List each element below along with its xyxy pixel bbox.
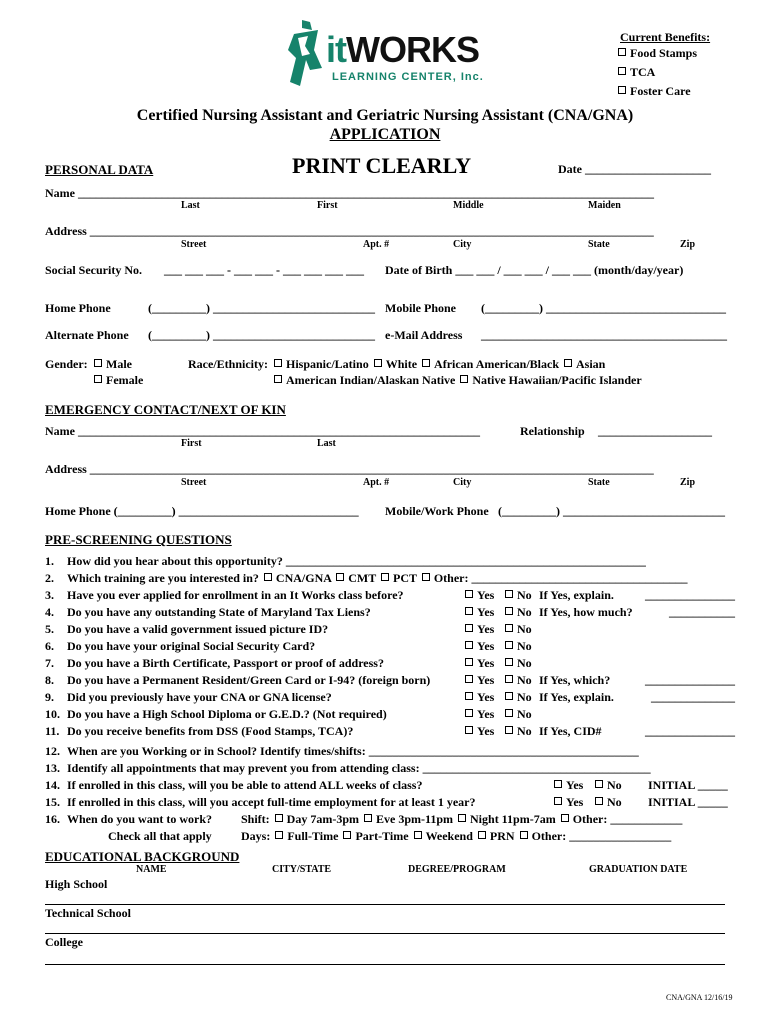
question-13-text[interactable]: Identify all appointments that may prevent you from attending class: ______________________________________ [67, 761, 651, 775]
q15-initial[interactable]: INITIAL _____ [648, 795, 728, 809]
checkbox-icon [465, 641, 473, 649]
benefit-foster-care[interactable]: Foster Care [616, 84, 691, 99]
yes-no-question-row [45, 707, 735, 724]
days-part-time[interactable]: Part-Time [341, 829, 408, 843]
gender-female[interactable]: Female [92, 373, 143, 388]
home-phone-label: Home Phone [45, 301, 111, 315]
gender-label: Gender: [45, 357, 88, 371]
question-15: 15. If enrolled in this class, will you accept full-time employment for at least 1 year? [45, 795, 476, 809]
q15-no[interactable]: No [593, 795, 622, 810]
relationship-label: Relationship [520, 424, 585, 438]
no-checkbox[interactable]: No [503, 588, 532, 603]
checkbox-icon [478, 831, 486, 839]
question-number: 4. [45, 605, 54, 619]
follow-up-field[interactable]: ___________ [669, 605, 735, 619]
no-checkbox[interactable]: No [503, 639, 532, 654]
name-sub-middle: Middle [453, 200, 484, 211]
address-sub-city: City [453, 239, 472, 250]
current-benefits-heading: Current Benefits: [620, 30, 711, 44]
follow-up-label: If Yes, which? [539, 673, 611, 687]
checkbox-icon [465, 709, 473, 717]
benefit-tca[interactable]: TCA [616, 65, 655, 80]
race-row1 [272, 357, 605, 372]
emergency-name-field[interactable]: Name ___________________________________________________________________ [45, 424, 480, 438]
question-1: 1. How did you hear about this opportunity? ____________________________________________________________ [45, 554, 646, 568]
name-sub-maiden: Maiden [588, 200, 621, 211]
days-full-time[interactable]: Full-Time [273, 829, 338, 843]
checkbox-icon [465, 692, 473, 700]
follow-up-field[interactable]: _______________ [645, 588, 735, 602]
no-checkbox[interactable]: No [503, 656, 532, 671]
race-white[interactable]: White [372, 357, 417, 371]
option-pct[interactable]: PCT [379, 571, 417, 585]
race-row2 [272, 373, 642, 388]
q14-initial[interactable]: INITIAL _____ [648, 778, 728, 792]
follow-up-field[interactable]: _______________ [645, 673, 735, 687]
yes-checkbox[interactable]: Yes [463, 605, 494, 620]
option-cmt[interactable]: CMT [334, 571, 376, 585]
edu-col-graduation: GRADUATION DATE [589, 864, 688, 875]
question-text: Do you have a valid government issued picture ID? [67, 622, 329, 636]
checkbox-icon [505, 726, 513, 734]
name-sub-last: Last [181, 200, 200, 211]
days-other[interactable]: Other: [518, 829, 567, 843]
checkbox-icon [465, 675, 473, 683]
yes-no-question-row [45, 605, 735, 622]
yes-no-question-row [45, 639, 735, 656]
form-subtitle: APPLICATION [329, 126, 441, 143]
shift-other[interactable]: Other: [559, 812, 608, 826]
checkbox-icon [422, 359, 430, 367]
days-prn[interactable]: PRN [476, 829, 515, 843]
checkbox-icon [618, 48, 626, 56]
option-cna-gna[interactable]: CNA/GNA [262, 571, 331, 585]
checkbox-icon [505, 607, 513, 615]
checkbox-icon [561, 814, 569, 822]
checkbox-icon [595, 780, 603, 788]
email-label: e-Mail Address [385, 328, 463, 342]
race-label: Race/Ethnicity: [188, 357, 268, 371]
yes-checkbox[interactable]: Yes [463, 690, 494, 705]
question-number: 10. [45, 707, 60, 721]
gender-male[interactable]: Male [92, 357, 132, 372]
checkbox-icon [465, 624, 473, 632]
address-sub-state: State [588, 239, 610, 250]
question-number: 11. [45, 724, 60, 738]
question-number: 3. [45, 588, 54, 602]
other-training-field[interactable]: ____________________________________ [471, 571, 688, 585]
emergency-heading: EMERGENCY CONTACT/NEXT OF KIN [45, 402, 286, 417]
edu-col-city-state: CITY/STATE [272, 864, 332, 875]
mobile-phone-label: Mobile Phone [385, 301, 456, 315]
checkbox-icon [414, 831, 422, 839]
emergency-address-city: City [453, 477, 472, 488]
checkbox-icon [274, 359, 282, 367]
emergency-home-phone-field[interactable]: Home Phone (_________) ______________________________ [45, 504, 359, 518]
relationship-field[interactable]: ___________________ [598, 424, 712, 438]
days-row [241, 829, 671, 844]
question-16: 16. When do you want to work? [45, 812, 213, 826]
no-checkbox[interactable]: No [503, 673, 532, 688]
question-number: 8. [45, 673, 54, 687]
logo-works: WORKS [346, 29, 479, 70]
edu-row-college-label: College [45, 935, 83, 949]
yes-checkbox[interactable]: Yes [463, 707, 494, 722]
checkbox-icon [505, 692, 513, 700]
yes-no-question-row [45, 588, 735, 605]
checkbox-icon [505, 590, 513, 598]
question-text: Do you have any outstanding State of Maryland Tax Liens? [67, 605, 371, 619]
race-hispanic[interactable]: Hispanic/Latino [272, 357, 369, 371]
email-field[interactable]: _________________________________________ [481, 328, 727, 342]
checkbox-icon [618, 86, 626, 94]
form-version: CNA/GNA 12/16/19 [666, 993, 733, 1002]
shift-night[interactable]: Night 11pm-7am [456, 812, 556, 826]
checkbox-icon [275, 831, 283, 839]
checkbox-icon [458, 814, 466, 822]
address-sub-apt: Apt. # [363, 239, 390, 250]
checkbox-icon [505, 641, 513, 649]
question-2: 2. Which training are you interested in? CNA/GNA CMT PCT Other: ____________________________________ [45, 571, 688, 585]
emergency-address-street: Street [181, 477, 207, 488]
date-field[interactable]: Date _____________________ [558, 162, 711, 176]
yes-checkbox[interactable]: Yes [463, 673, 494, 688]
yes-checkbox[interactable]: Yes [463, 656, 494, 671]
question-13: 13. Identify all appointments that may prevent you from attending class: ______________________________________ [45, 761, 651, 775]
edu-row-high-school-line[interactable] [45, 904, 725, 905]
checkbox-icon [505, 658, 513, 666]
print-clearly: PRINT CLEARLY [292, 153, 472, 178]
question-12-text[interactable]: When are you Working or in School? Identify times/shifts: _____________________________________________ [67, 744, 639, 758]
question-text: Do you receive benefits from DSS (Food Stamps, TCA)? [67, 724, 354, 738]
edu-row-technical-label: Technical School [45, 906, 131, 920]
race-american-indian[interactable]: American Indian/Alaskan Native [272, 373, 455, 387]
days-label: Days: [241, 829, 271, 843]
shift-day[interactable]: Day 7am-3pm [273, 812, 359, 826]
emergency-sub-last: Last [317, 438, 336, 449]
checkbox-icon [460, 375, 468, 383]
logo-subtitle: LEARNING CENTER, Inc. [332, 71, 484, 83]
question-16-sub: Check all that apply [108, 829, 212, 843]
checkbox-icon [505, 709, 513, 717]
no-checkbox[interactable]: No [503, 605, 532, 620]
no-checkbox[interactable]: No [503, 724, 532, 739]
option-other[interactable]: Other: [420, 571, 469, 585]
checkbox-icon [465, 607, 473, 615]
question-number: 9. [45, 690, 54, 704]
itworks-logo [288, 20, 483, 92]
dob-field[interactable]: Date of Birth ___ ___ / ___ ___ / ___ ___ (month/day/year) [385, 263, 684, 277]
follow-up-label: If Yes, how much? [539, 605, 633, 619]
edu-row-technical-line[interactable] [45, 933, 725, 934]
no-checkbox[interactable]: No [503, 622, 532, 637]
checkbox-icon [520, 831, 528, 839]
checkbox-icon [381, 573, 389, 581]
yes-no-question-row [45, 656, 735, 673]
ssn-label: Social Security No. [45, 263, 142, 277]
alt-phone-label: Alternate Phone [45, 328, 129, 342]
address-field[interactable]: Address ______________________________________________________________________________________________ [45, 224, 654, 238]
name-field[interactable]: Name ________________________________________________________________________________________________ [45, 186, 654, 200]
checkbox-icon [275, 814, 283, 822]
q15-yes[interactable]: Yes [552, 795, 583, 810]
question-number: 6. [45, 639, 54, 653]
checkbox-icon [595, 797, 603, 805]
yes-checkbox[interactable]: Yes [463, 639, 494, 654]
question-1-text[interactable]: How did you hear about this opportunity? ____________________________________________________________ [67, 554, 646, 568]
question-text: Do you have a Permanent Resident/Green Card or I-94? (foreign born) [67, 673, 431, 687]
question-12: 12. When are you Working or in School? Identify times/shifts: _____________________________________________ [45, 744, 639, 758]
follow-up-label: If Yes, CID# [539, 724, 602, 738]
checkbox-icon [554, 797, 562, 805]
education-heading: EDUCATIONAL BACKGROUND [45, 849, 240, 864]
mobile-phone-field[interactable]: (_________) ______________________________ [481, 301, 726, 315]
address-sub-zip: Zip [680, 239, 696, 250]
emergency-sub-first: First [181, 438, 202, 449]
address-sub-street: Street [181, 239, 207, 250]
logo-it: it [326, 29, 346, 70]
edu-col-degree: DEGREE/PROGRAM [408, 864, 506, 875]
checkbox-icon [422, 573, 430, 581]
checkbox-icon [465, 658, 473, 666]
alt-phone-field[interactable]: (_________) ___________________________ [148, 328, 375, 342]
prescreen-heading: PRE-SCREENING QUESTIONS [45, 532, 232, 547]
benefit-food-stamps[interactable]: Food Stamps [616, 46, 697, 61]
yes-no-question-row [45, 724, 735, 741]
checkbox-icon [264, 573, 272, 581]
question-text: Did you previously have your CNA or GNA license? [67, 690, 332, 704]
yes-no-question-row [45, 622, 735, 639]
checkbox-icon [505, 675, 513, 683]
checkbox-icon [94, 359, 102, 367]
checkbox-icon [564, 359, 572, 367]
ssn-field[interactable]: ___ ___ ___ - ___ ___ - ___ ___ ___ ___ [164, 263, 364, 277]
q14-yes[interactable]: Yes [552, 778, 583, 793]
shift-other-field[interactable]: ____________ [610, 812, 683, 826]
race-asian[interactable]: Asian [562, 357, 605, 371]
personal-data-heading: PERSONAL DATA [45, 162, 154, 177]
checkbox-icon [364, 814, 372, 822]
emergency-address-field[interactable]: Address ______________________________________________________________________________________________ [45, 462, 654, 476]
yes-checkbox[interactable]: Yes [463, 724, 494, 739]
question-number: 5. [45, 622, 54, 636]
yes-no-questions [45, 588, 735, 744]
days-weekend[interactable]: Weekend [412, 829, 473, 843]
checkbox-icon [274, 375, 282, 383]
edu-row-high-school-label: High School [45, 877, 108, 891]
question-text: Do you have your original Social Security Card? [67, 639, 316, 653]
edu-col-name: NAME [136, 864, 167, 875]
emergency-mobile-field[interactable]: (_________) ___________________________ [498, 504, 725, 518]
q14-no[interactable]: No [593, 778, 622, 793]
checkbox-icon [505, 624, 513, 632]
question-text: Do you have a Birth Certificate, Passport or proof of address? [67, 656, 384, 670]
form-title: Certified Nursing Assistant and Geriatric Nursing Assistant (CNA/GNA) [136, 107, 634, 124]
checkbox-icon [465, 726, 473, 734]
shift-row [241, 812, 682, 827]
name-sub-first: First [317, 200, 338, 211]
emergency-address-apt: Apt. # [363, 477, 390, 488]
checkbox-icon [465, 590, 473, 598]
yes-checkbox[interactable]: Yes [463, 588, 494, 603]
shift-eve[interactable]: Eve 3pm-11pm [362, 812, 453, 826]
checkbox-icon [343, 831, 351, 839]
no-checkbox[interactable]: No [503, 690, 532, 705]
follow-up-label: If Yes, explain. [539, 588, 614, 602]
home-phone-field[interactable]: (_________) ___________________________ [148, 301, 375, 315]
checkbox-icon [336, 573, 344, 581]
question-number: 7. [45, 656, 54, 670]
checkbox-icon [374, 359, 382, 367]
race-native-hawaiian[interactable]: Native Hawaiian/Pacific Islander [458, 373, 641, 387]
checkbox-icon [618, 67, 626, 75]
shift-label: Shift: [241, 812, 270, 826]
question-14: 14. If enrolled in this class, will you be able to attend ALL weeks of class? [45, 778, 423, 792]
checkbox-icon [94, 375, 102, 383]
race-african-american[interactable]: African American/Black [420, 357, 559, 371]
days-other-field[interactable]: _________________ [569, 829, 672, 843]
question-text: Do you have a High School Diploma or G.E.D.? (Not required) [67, 707, 387, 721]
question-text: Have you ever applied for enrollment in an It Works class before? [67, 588, 404, 602]
yes-checkbox[interactable]: Yes [463, 622, 494, 637]
follow-up-field[interactable]: ______________ [651, 690, 735, 704]
follow-up-label: If Yes, explain. [539, 690, 614, 704]
emergency-mobile-label: Mobile/Work Phone [385, 504, 489, 518]
checkbox-icon [554, 780, 562, 788]
emergency-address-zip: Zip [680, 477, 696, 488]
follow-up-field[interactable]: _______________ [645, 724, 735, 738]
emergency-address-state: State [588, 477, 610, 488]
yes-no-question-row [45, 673, 735, 690]
edu-row-college-line[interactable] [45, 964, 725, 965]
figure-logo-icon [288, 20, 326, 88]
yes-no-question-row [45, 690, 735, 707]
no-checkbox[interactable]: No [503, 707, 532, 722]
